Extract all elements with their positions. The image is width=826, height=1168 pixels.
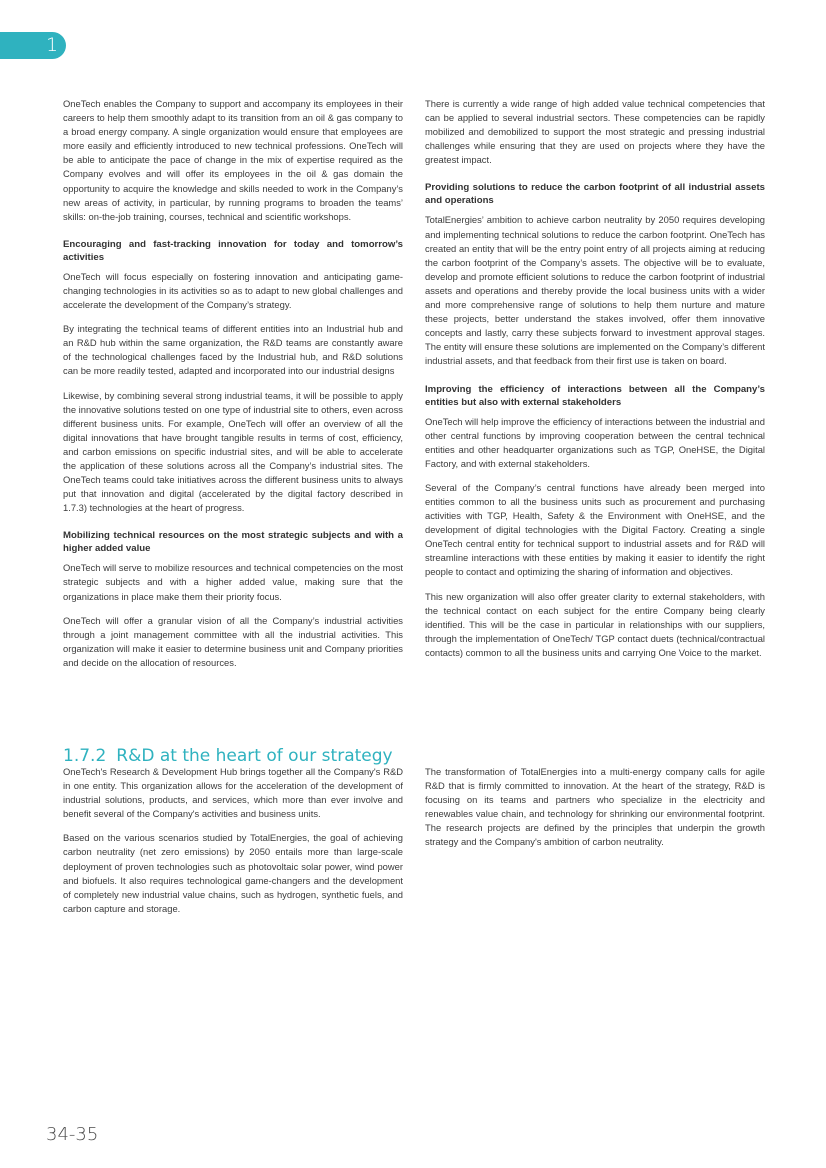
paragraph: Likewise, by combining several strong industrial teams, it will be possible to apply the innovative solutions tested on one type of industrial site to others, even across different business units. For example, OneTech will offer an overview of all the digital innovations that have brought tangible results in terms of cost, efficiency, and carbon emissions on specific industrial sites, and will be able to accelerate the application of these solutions across all the Company’s industrial sites. The OneTech teams could take initiatives across the different business units to always put that innovation and digital (accelerated by the digital factory described in 1.7.3) technologies at the heart of progress. [63,389,403,514]
paragraph: OneTech will serve to mobilize resources and technical competencies on the most strategic subjects and with a higher added value, making sure that the organizations in place make them their priority focus. [63,562,403,602]
paragraph: Based on the various scenarios studied by TotalEnergies, the goal of achieving carbon neutrality (net zero emissions) by 2050 entails more than large-scale deployment of proven technologies such as photovoltaic solar power, wind power and biofuels. It also requires technological game-changers and the development of completely new industrial value chains, such as hydrogen, synthetic fuels, and carbon capture and storage. [63,832,403,914]
paragraph: OneTech will focus especially on fostering innovation and anticipating game-changing technologies in its activities so as to adapt to new global challenges and accelerate the development of the Company’s strategy. [63,270,403,311]
subheading: Providing solutions to reduce the carbon footprint of all industrial assets and operations [425,182,765,207]
paragraph: OneTech will offer a granular vision of all the Company’s industrial activities through a joint management committee with all the industrial activities. This organization will make it easier to determine business unit and Company priorities and decide on the allocation of resources. [63,614,403,668]
paragraph: TotalEnergies’ ambition to achieve carbon neutrality by 2050 requires developing and implementing technical solutions to reduce the carbon footprint. OneTech has created an entity that will be the entry point entry of all projects aiming at reducing the carbon footprint of the Company’s assets. The objective will be to evaluate, develop and promote efficient solutions to reduce the carbon footprint of industrial assets and operations and thereby provide the local business units with a wider and more comprehensive range of solutions to help them nurture and mature these projects, better understand the stakes involved, offer them innovative concepts and lastly, carry these subjects forward to investment approval stages. The entity will ensure these solutions are implemented on the Company’s different industrial assets, and that feedback from their first use is taken on board. [425,214,765,367]
subheading: Encouraging and fast-tracking innovation for today and tomorrow’s activities [63,238,403,263]
paragraph: OneTech will help improve the efficiency of interactions between the industrial and other central functions by improving cooperation between the central technical entities and other headquarter organizations such as TGP, OneHSE, the Digital Factory, and with external stakeholders. [425,415,765,469]
right-column-top [425,97,765,670]
section-title: R&D at the heart of our strategy [116,746,393,767]
paragraph: OneTech enables the Company to support and accompany its employees in their careers to help them smoothly adapt to its transition from an oil & gas company to a broad energy company. A single organization would ensure that employees are more easily and efficiently introduced to new technical professions. OneTech will be able to anticipate the pace of change in the mix of expertise required as the Company evolves and will offer its employees in the oil & gas domain the opportunity to acquire the knowledge and skills needed to work in the Company’s new areas of activity, in particular, by running programs to broaden the teams’ skills: on-the-job training, courses, technical and scientific workshops. [63,98,403,222]
left-column-top [63,97,403,680]
right-column-bottom [425,765,765,860]
subheading: Mobilizing technical resources on the most strategic subjects and with a higher added value [63,530,403,555]
section-heading [63,745,393,767]
paragraph: OneTech's Research & Development Hub brings together all the Company's R&D in one entity. This organization allows for the acceleration of the development of industrial solutions, products, and services, which more than ever involve and benefit several of the Company's activities and business units. [63,766,403,820]
subheading: Improving the efficiency of interactions between all the Company’s entities but also with external stakeholders [425,383,765,408]
paragraph: The transformation of TotalEnergies into a multi-energy company calls for agile R&D that is firmly committed to innovation. At the heart of the strategy, R&D is focusing on its teams and partners who specialize in the electricity and renewables value chain, and technology for shrinking our environmental footprint. The research projects are defined by the principles that underpin the growth strategy and the Company's ambition of carbon neutrality. [425,766,765,848]
chapter-tab: 1 [0,32,66,59]
left-column-bottom [63,765,403,926]
paragraph: By integrating the technical teams of different entities into an Industrial hub and an R&D hub within the same organization, the R&D teams are constantly aware of the technological challenges faced by the Industrial hub, and R&D solutions can be more readily tested, adapted and incorporated into our industrial designs [63,323,403,377]
section-number: 1.7.2 [63,746,107,767]
paragraph: Several of the Company’s central functions have already been merged into entities common to all the business units such as procurement and purchasing activities with TGP, Health, Safety & the Environment with OneHSE, and the development of digital technologies with the Digital Factory. Creating a single OneTech central entity for technical support to industrial assets and for R&D will streamline interactions with these entities by making it easier to identify the right people to contact and optimizing the sharing of information and objectives. [425,481,765,578]
paragraph: This new organization will also offer greater clarity to external stakeholders, with the technical contact on each subject for the entire Company being clearly identified. This will be the case in particular in relationships with our suppliers, through the implementation of OneTech/ TGP contact duets (technical/contractual contacts) common to all the business units and carrying One Voice to the market. [425,590,765,658]
paragraph: There is currently a wide range of high added value technical competencies that can be applied to several industrial sectors. These competencies can be rapidly mobilized and demobilized to support the most strategic and pressing industrial challenges while ensuring that they are used on projects where they have the greatest impact. [425,98,765,166]
page-number: 34-35 [46,1124,99,1145]
